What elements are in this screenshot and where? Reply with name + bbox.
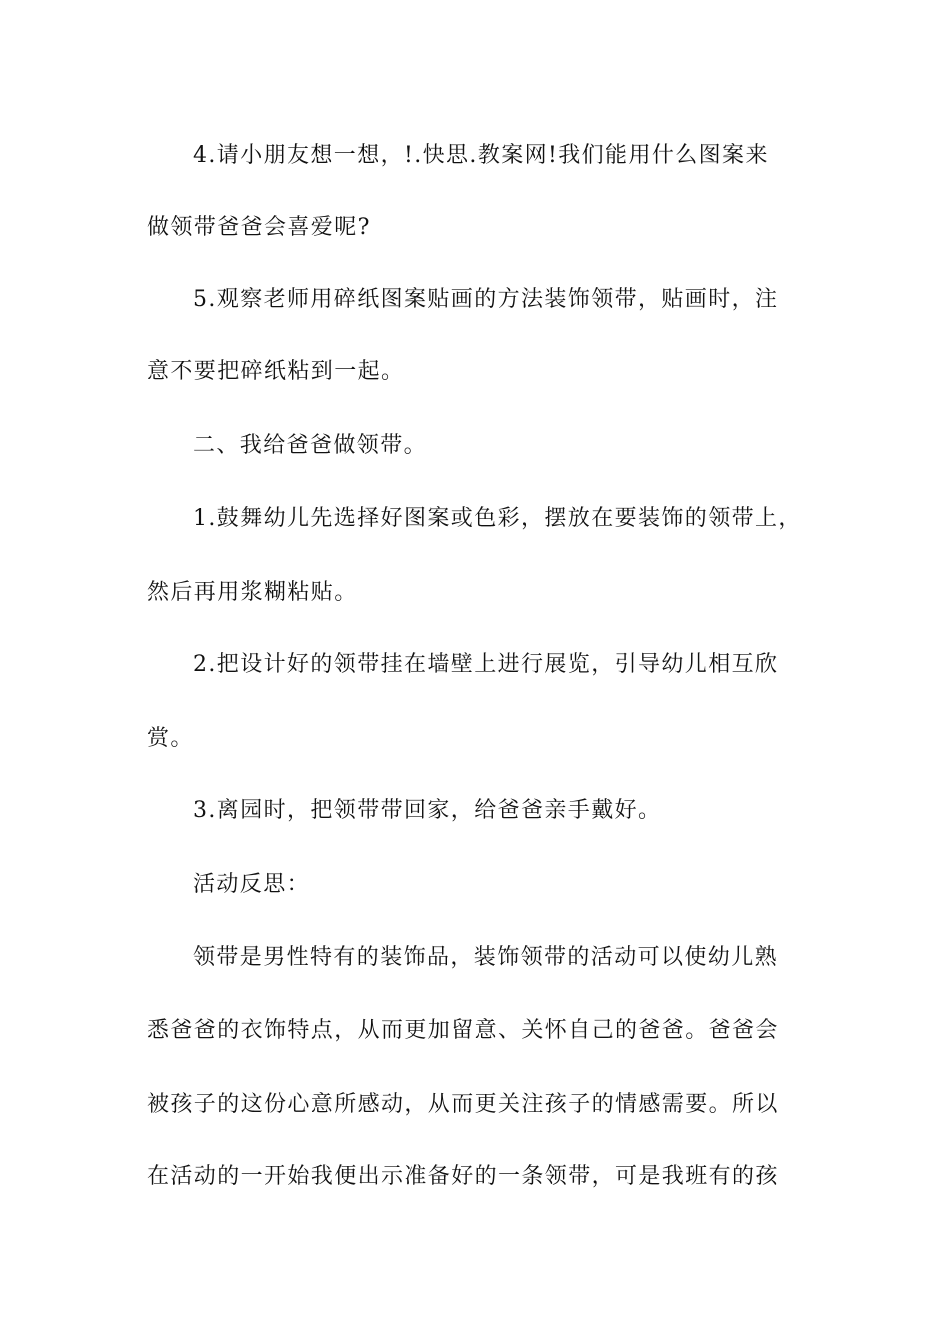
- section-heading: 二、我给爸爸做领带。: [193, 433, 428, 458]
- paragraph-line: 赏。: [147, 726, 194, 751]
- paragraph-line: 3.离园时，把领带带回家，给爸爸亲手戴好。: [193, 798, 662, 823]
- paragraph-line: 4.请小朋友想一想，!.快思.教案网!我们能用什么图案来: [193, 143, 769, 168]
- paragraph-line: 被孩子的这份心意所感动，从而更关注孩子的情感需要。所以: [147, 1092, 779, 1117]
- paragraph-line: 然后再用浆糊粘贴。: [147, 580, 358, 605]
- paragraph-line: 意不要把碎纸粘到一起。: [147, 359, 405, 384]
- paragraph-line: 在活动的一开始我便出示准备好的一条领带，可是我班有的孩: [147, 1164, 779, 1189]
- paragraph-line: 5.观察老师用碎纸图案贴画的方法装饰领带，贴画时，注: [193, 287, 779, 312]
- paragraph-line: 1.鼓舞幼儿先选择好图案或色彩，摆放在要装饰的领带上，: [193, 506, 802, 531]
- section-heading: 活动反思：: [193, 872, 311, 897]
- paragraph-line: 悉爸爸的衣饰特点，从而更加留意、关怀自己的爸爸。爸爸会: [147, 1018, 779, 1043]
- paragraph-line: 2.把设计好的领带挂在墙壁上进行展览，引导幼儿相互欣: [193, 652, 779, 677]
- paragraph-line: 领带是男性特有的装饰品，装饰领带的活动可以使幼儿熟: [193, 945, 779, 970]
- paragraph-line: 做领带爸爸会喜爱呢?: [147, 215, 371, 240]
